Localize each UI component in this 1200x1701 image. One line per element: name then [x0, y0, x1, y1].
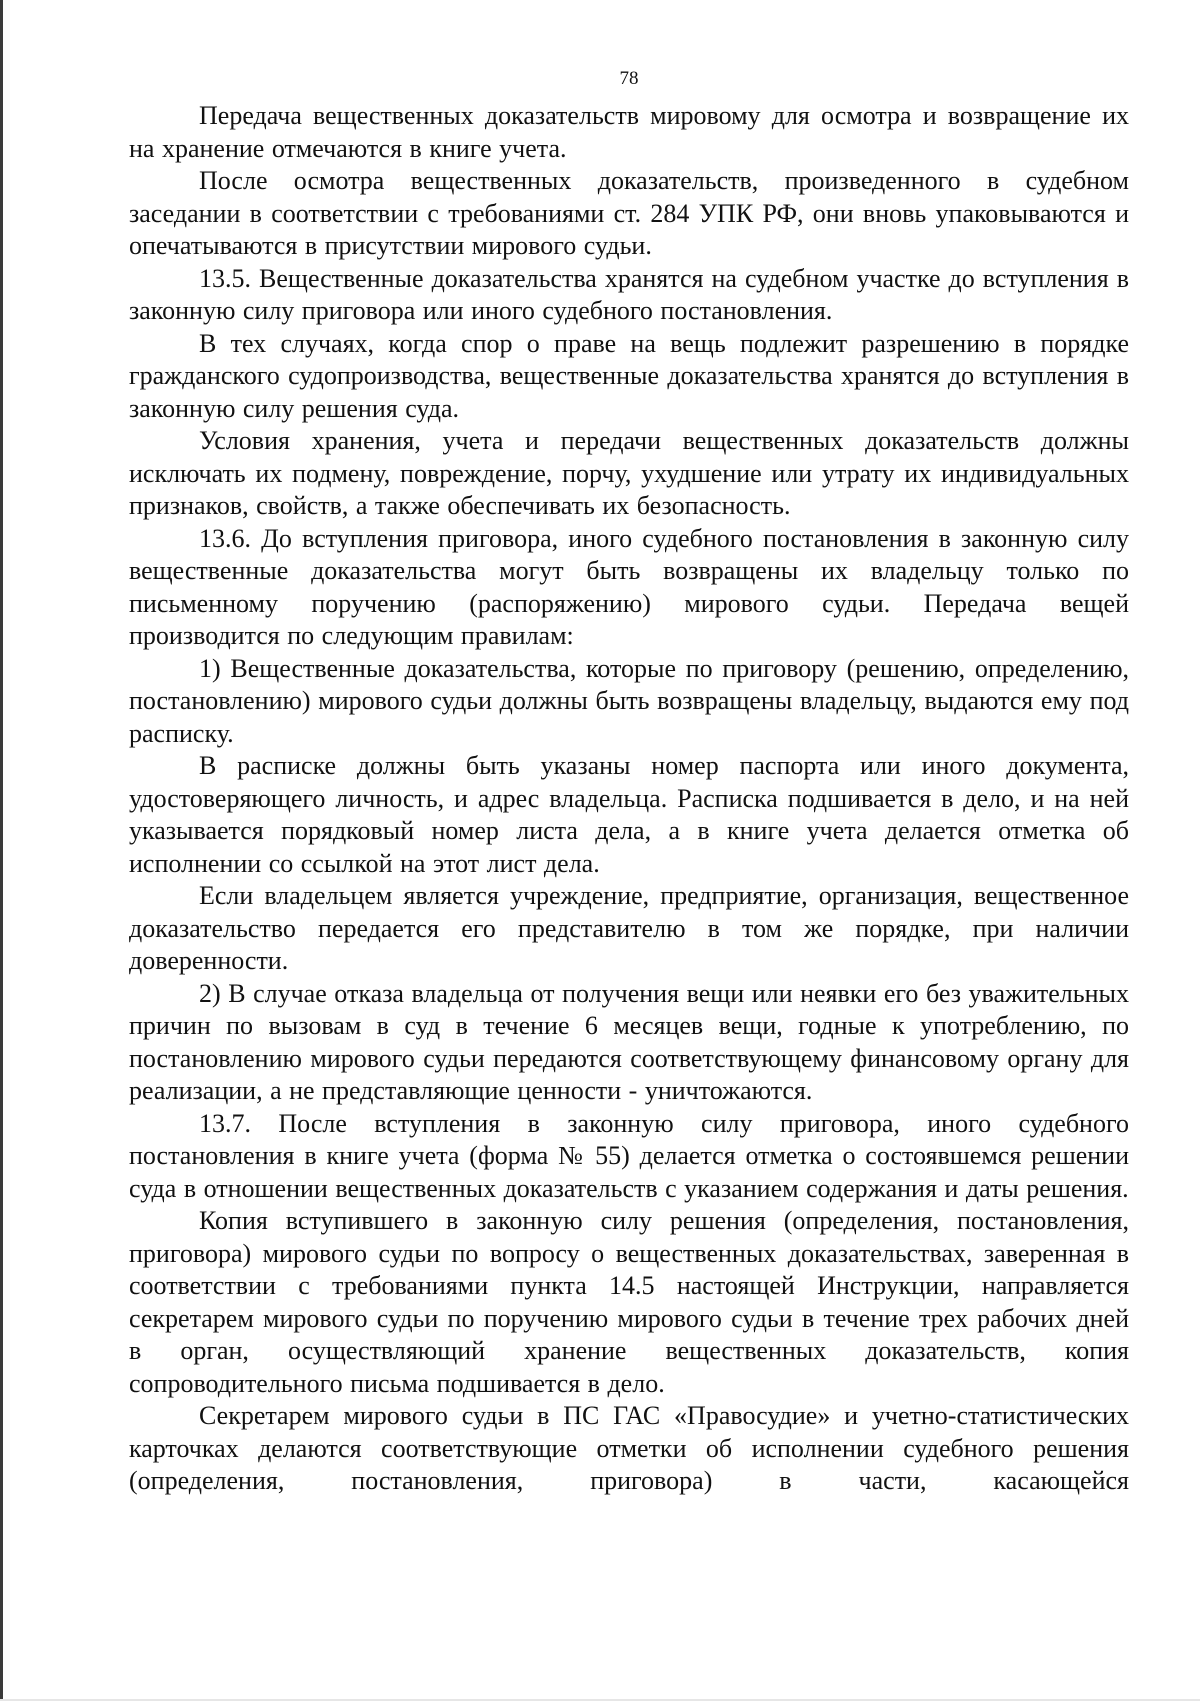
paragraph-decision-copy: Копия вступившего в законную силу решения (определения, постановления, приговора) мирового судьи по вопросу о вещественных доказательствах, заверенная в соответствии с требованиями пункта 14.5 настоящей Инструкции, направляется секретарем мирового судьи по поручению мирового судьи в течение трех рабочих дней в орган, осуществляющий хранение вещественных доказательств, копия сопроводительного письма подшивается в дело.: [129, 1206, 1129, 1398]
paragraph-13-7: 13.7. После вступления в законную силу приговора, иного судебного постановления в книге учета (форма № 55) делается отметка о состоявшемся решении суда в отношении вещественных доказательств с указанием содержания и даты решения.: [129, 1108, 1129, 1203]
paragraph-rule-1: 1) Вещественные доказательства, которые по приговору (решению, определению, постановлению) мирового судьи должны быть возвращены владельцу, выдаются ему под расписку.: [129, 653, 1129, 748]
document-page: [129, 60, 1129, 1498]
paragraph-civil-dispute: В тех случаях, когда спор о праве на вещь подлежит разрешению в порядке гражданского судопроизводства, вещественные доказательства хранятся до вступления в законную силу решения суда.: [129, 328, 1129, 423]
paragraph-receipt: В расписке должны быть указаны номер паспорта или иного документа, удостоверяющего личность, и адрес владельца. Расписка подшивается в дело, и на ней указывается порядковый номер листа дела, а в книге учета делается отметка об исполнении со ссылкой на этот лист дела.: [129, 751, 1129, 878]
paragraph-storage-conditions: Условия хранения, учета и передачи вещественных доказательств должны исключать их подмену, повреждение, порчу, ухудшение или утрату их индивидуальных признаков, свойств, а также обеспечивать их безопасность.: [129, 426, 1129, 520]
paragraph-owner-organization: Если владельцем является учреждение, предприятие, организация, вещественное доказательство передается его представителю в том же порядке, при наличии доверенности.: [129, 881, 1129, 975]
paragraph-13-5: 13.5. Вещественные доказательства хранятся на судебном участке до вступления в законную силу приговора или иного судебного постановления.: [129, 263, 1129, 325]
paragraph-transfer-for-inspection: Передача вещественных доказательств мировому для осмотра и возвращение их на хранение отмечаются в книге учета.: [129, 101, 1129, 163]
paragraph-after-inspection: После осмотра вещественных доказательств, произведенного в судебном заседании в соответствии с требованиями ст. 284 УПК РФ, они вновь упаковываются и опечатываются в присутствии мирового судьи.: [129, 166, 1129, 260]
page-number: 78: [619, 68, 639, 89]
paragraph-secretary-notes: Секретарем мирового судьи в ПС ГАС «Правосудие» и учетно-статистических карточках делаются соответствующие отметки об исполнении судебного решения (определения, постановления, приговора) в части, касающейся: [129, 1401, 1129, 1495]
paragraph-13-6: 13.6. До вступления приговора, иного судебного постановления в законную силу вещественные доказательства могут быть возвращены их владельцу только по письменному поручению (распоряжению) мирового судьи. Передача вещей производится по следующим правилам:: [129, 523, 1129, 650]
paragraph-rule-2: 2) В случае отказа владельца от получения вещи или неявки его без уважительных причин по вызовам в суд в течение 6 месяцев вещи, годные к употреблению, по постановлению мирового судьи передаются соответствующему финансовому органу для реализации, а не представляющие ценности - уничтожаются.: [129, 978, 1129, 1105]
scan-border-left: [0, 0, 3, 1701]
